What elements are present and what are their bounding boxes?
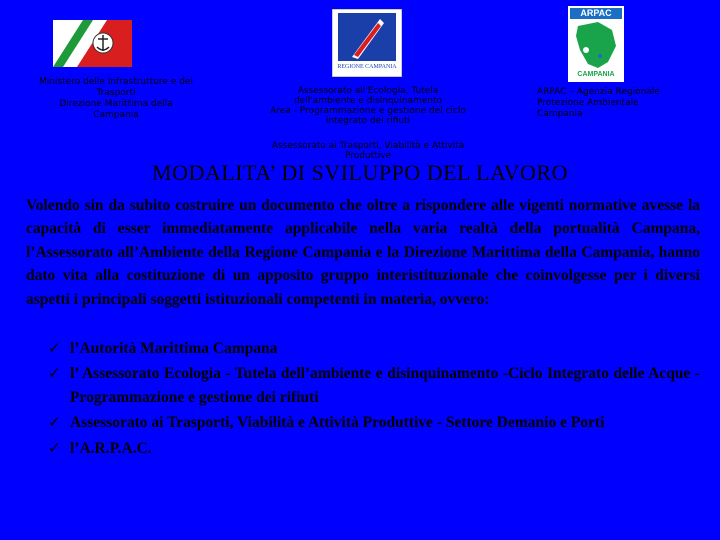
check-icon: ✓ — [48, 413, 61, 432]
assessorato-line-2: dell'ambiente e disinquinamento — [293, 96, 443, 106]
check-icon: ✓ — [48, 364, 61, 383]
list-item-text: Assessorato ai Trasporti, Viabilità e Attività Produttive - Settore Demanio e Porti — [70, 414, 605, 432]
check-icon: ✓ — [48, 339, 61, 357]
arpac-logo — [568, 6, 624, 82]
list-item-text: l’A.R.P.A.C. — [70, 439, 152, 457]
list-item-text: l’ Assessorato Ecologia - Tutela dell’ambiente e disinquinamento -Ciclo Integrato delle Acque - Programmazione e gestione dei rifiuti — [70, 365, 700, 406]
list-item-text: l’Autorità Marittima Campana — [70, 340, 278, 357]
ministry-caption — [18, 77, 214, 121]
assessorato-line-4: integrato dei rifiuti — [325, 116, 411, 126]
list-item — [48, 362, 700, 409]
assessorato-trasporti-caption — [254, 141, 482, 161]
list-item — [48, 411, 700, 434]
arpac-line-1: ARPAC – Agenzia Regionale — [537, 87, 660, 97]
ministry-line-1: Ministero delle Infrastrutture e dei — [39, 77, 193, 87]
ministry-logo — [53, 20, 132, 67]
trasporti-line-2: Produttive — [344, 151, 392, 161]
assessorato-line-1: Assessorato all'Ecologia, Tutela — [297, 86, 439, 96]
arpac-logo-subtext: CAMPANIA — [577, 71, 615, 78]
list-item — [48, 337, 700, 360]
participants-list — [48, 337, 700, 462]
arpac-line-2: Protezione Ambientale — [537, 98, 639, 108]
trasporti-line-1: Assessorato ai Trasporti, Viabilità e Attività — [271, 141, 465, 151]
arpac-logo-text: ARPAC — [580, 8, 612, 18]
arpac-line-3: Campania — [537, 109, 583, 119]
regione-campania-logo-text: REGIONE CAMPANIA — [337, 64, 397, 70]
list-item — [48, 437, 700, 460]
page-title: MODALITA’ DI SVILUPPO DEL LAVORO — [152, 160, 568, 185]
check-icon: ✓ — [48, 438, 61, 457]
ministry-flag-anchor-icon — [53, 20, 132, 67]
ministry-line-3: Direzione Marittima della — [59, 99, 173, 109]
intro-paragraph: Volendo sin da subito costruire un documento che oltre a rispondere alle vigenti normative avesse la capacità di esser immediatamente applicabile nella varia realtà della portualità Campana, l’Assessorato all’Ambiente della Regione Campania e la Direzione Marittima della Campania, hanno dato vita alla costituzione di un apposito gruppo interistituzionale che coinvolgesse per i diversi aspetti i principali soggetti istituzionali competenti in materia, ovvero: — [26, 197, 700, 308]
regione-campania-logo — [332, 9, 402, 77]
assessorato-ecologia-caption — [254, 86, 482, 126]
arpac-caption — [537, 87, 707, 120]
ministry-line-4: Campania — [93, 110, 139, 120]
assessorato-line-3: Area - Programmazione e gestione del ciclo — [270, 106, 466, 116]
ministry-line-2: Trasporti — [96, 88, 136, 98]
